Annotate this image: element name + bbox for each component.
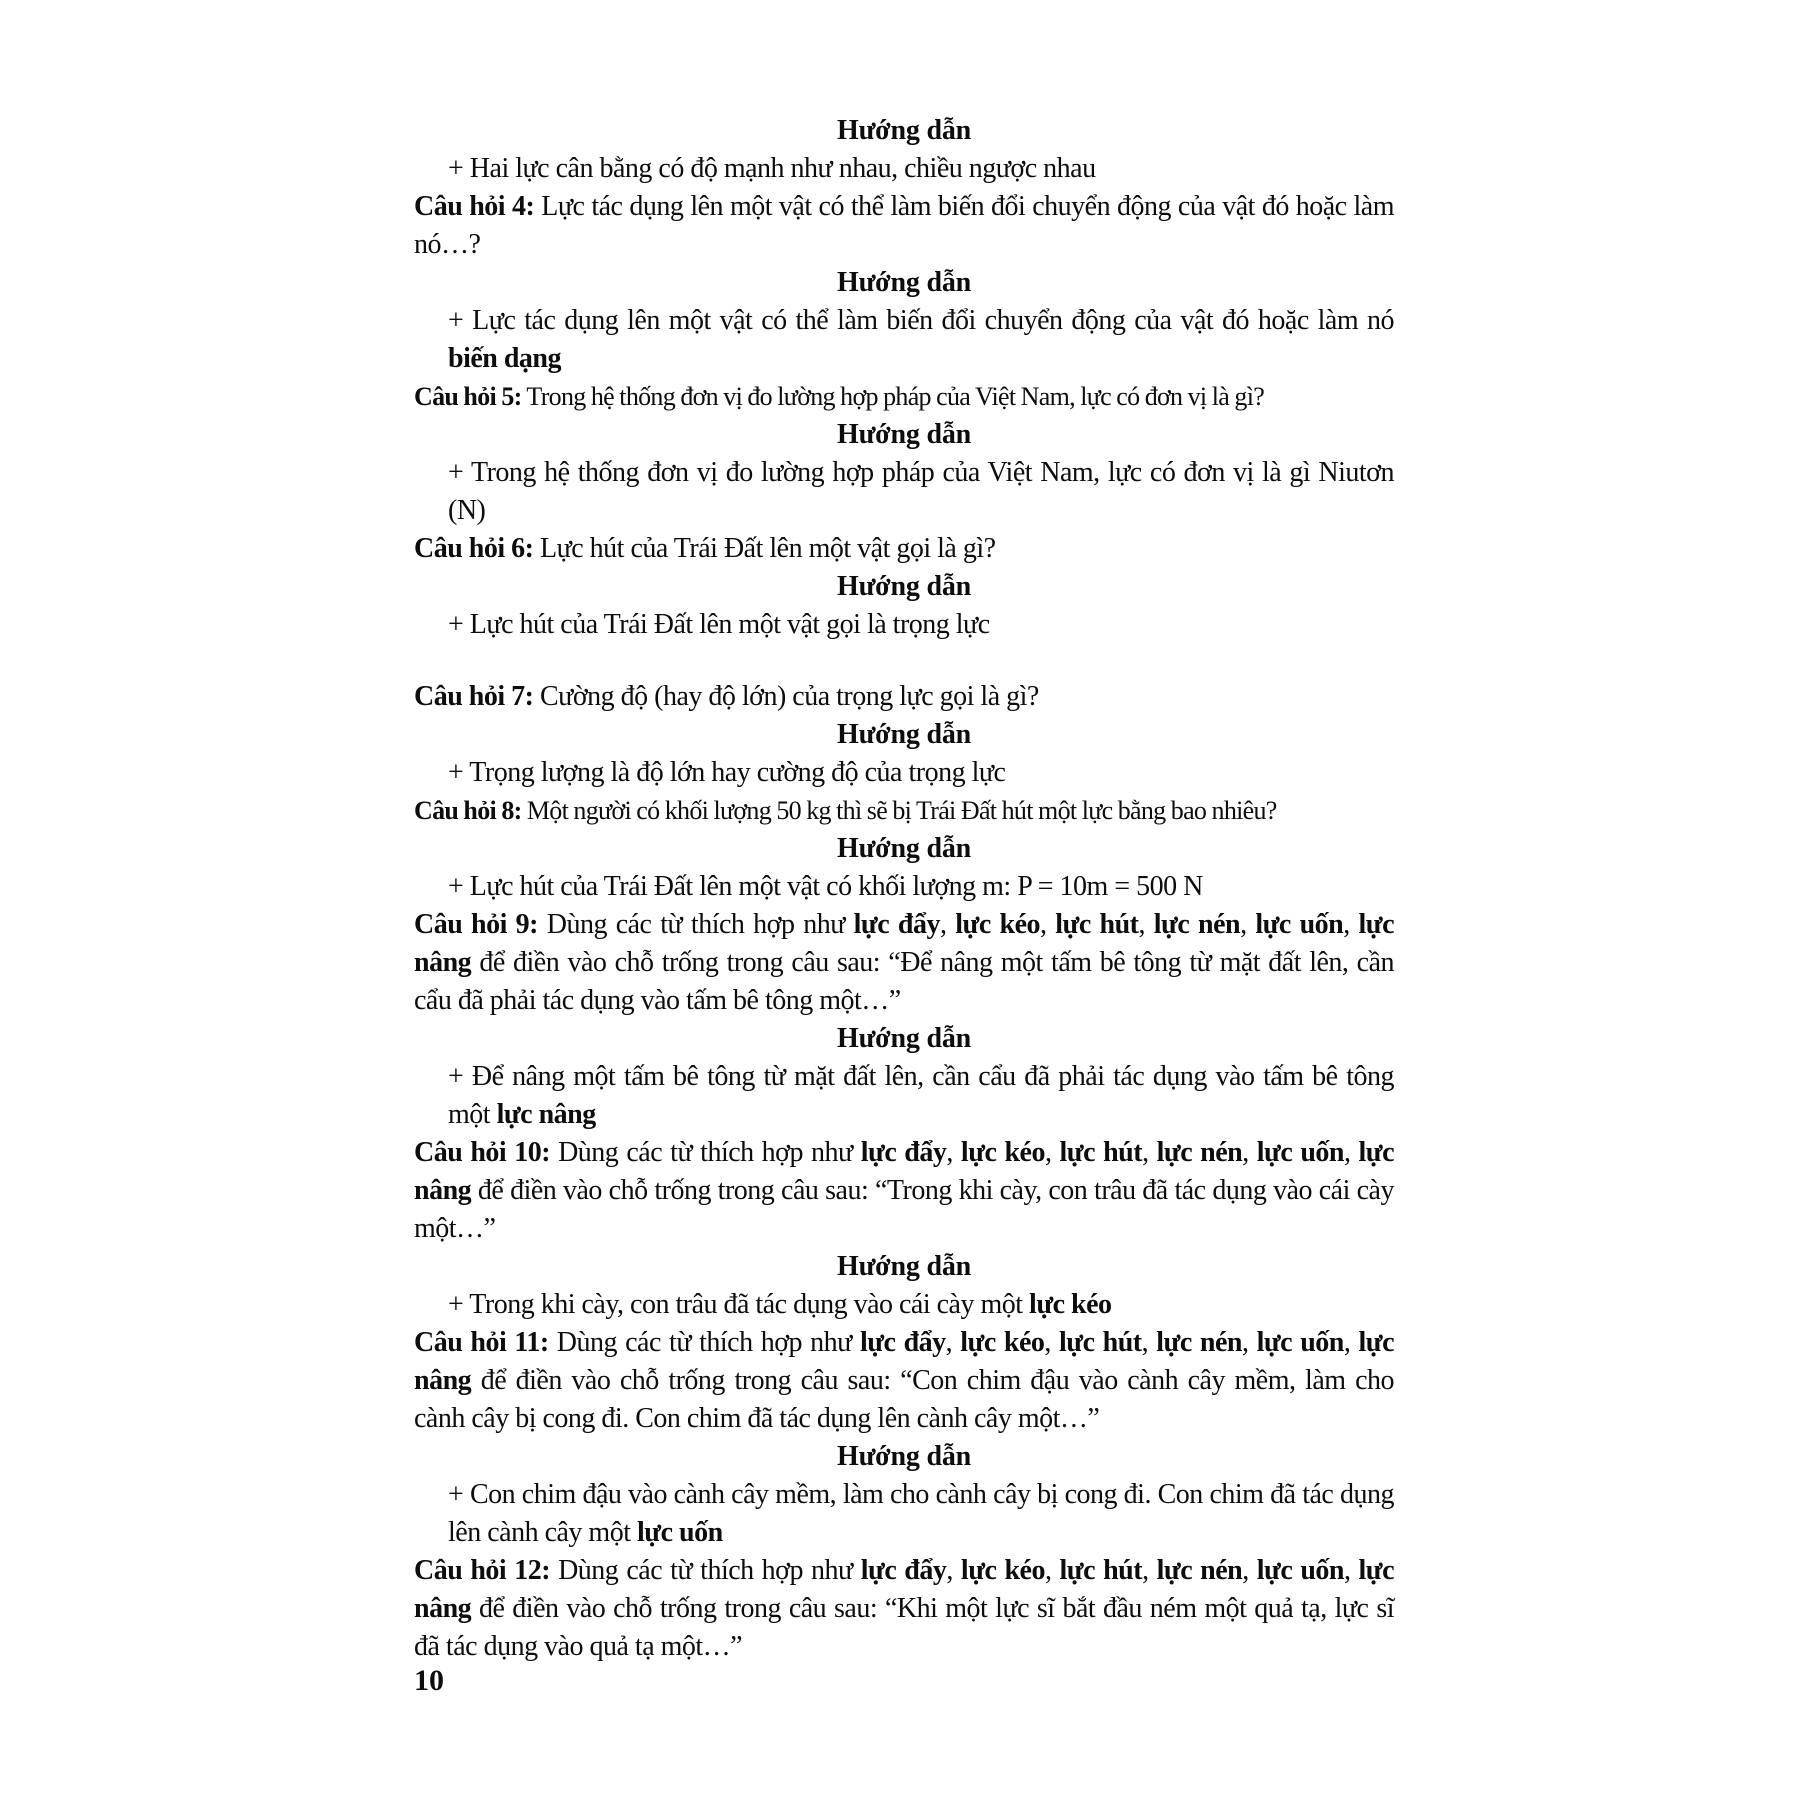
bold-text-segment: lực uốn [1256, 1327, 1344, 1358]
bold-text-segment: Câu hỏi 9: [414, 909, 538, 940]
text-segment: , [945, 1327, 961, 1358]
section-heading [414, 1248, 1394, 1286]
bold-text-segment: Hướng dẫn [836, 1441, 971, 1472]
text-segment: để điền vào chỗ trống trong câu sau: “Trong khi cày, con trâu đã tác dụng vào cái cày một…” [414, 1175, 1394, 1244]
bold-text-segment: Câu hỏi 7: [414, 681, 534, 712]
text-segment: Một người có khối lượng 50 kg thì sẽ bị Trái Đất hút một lực bằng bao nhiêu? [521, 796, 1277, 825]
bold-text-segment: Hướng dẫn [836, 1251, 971, 1282]
section-heading [414, 112, 1394, 150]
bold-text-segment: Hướng dẫn [836, 833, 971, 864]
question-paragraph [414, 188, 1394, 264]
bold-text-segment: lực kéo [960, 1555, 1045, 1586]
bold-text-segment: lực hút [1059, 1327, 1142, 1358]
text-segment: + Lực hút của Trái Đất lên một vật gọi là trọng lực [448, 609, 990, 640]
answer-paragraph [414, 302, 1394, 378]
text-segment: , [1044, 1555, 1060, 1586]
text-segment: Dùng các từ thích hợp như [537, 909, 854, 940]
section-heading [414, 416, 1394, 454]
answer-paragraph [414, 754, 1394, 792]
text-segment: , [1343, 1327, 1359, 1358]
bold-text-segment: lực hút [1055, 909, 1139, 940]
bold-text-segment: lực kéo [955, 909, 1041, 940]
answer-paragraph [414, 1476, 1394, 1552]
section-heading [414, 264, 1394, 302]
text-segment: + Trọng lượng là độ lớn hay cường độ của trọng lực [448, 757, 1006, 788]
bold-text-segment: Câu hỏi 5: [414, 382, 522, 411]
bold-text-segment: Hướng dẫn [836, 1023, 971, 1054]
text-segment: Lực tác dụng lên một vật có thể làm biến đổi chuyển động của vật đó hoặc làm nó…? [414, 191, 1395, 260]
question-paragraph [414, 1552, 1394, 1666]
text-segment: Cường độ (hay độ lớn) của trọng lực gọi là gì? [533, 681, 1039, 712]
text-segment: , [1242, 1137, 1257, 1168]
text-segment: + Lực tác dụng lên một vật có thể làm biến đổi chuyển động của vật đó hoặc làm nó [448, 305, 1394, 336]
text-segment: Lực hút của Trái Đất lên một vật gọi là gì? [533, 533, 996, 564]
bold-text-segment: lực đẩy [860, 1555, 947, 1586]
text-segment: , [946, 1555, 961, 1586]
bold-text-segment: lực nén [1153, 909, 1241, 940]
answer-paragraph [414, 1058, 1394, 1134]
bold-text-segment: biến dạng [448, 343, 561, 374]
bold-text-segment: Hướng dẫn [836, 571, 971, 602]
text-segment: , [1241, 1327, 1257, 1358]
text-segment: + Hai lực cân bằng có độ mạnh như nhau, chiều ngược nhau [448, 153, 1096, 184]
bold-text-segment: lực đẩy [860, 1137, 947, 1168]
text-segment: Trong hệ thống đơn vị đo lường hợp pháp của Việt Nam, lực có đơn vị là gì? [521, 382, 1265, 411]
question-paragraph [414, 1324, 1394, 1438]
bold-text-segment: Câu hỏi 6: [414, 533, 534, 564]
bold-text-segment: Câu hỏi 4: [414, 191, 535, 222]
text-segment: , [940, 909, 956, 940]
bold-text-segment: lực hút [1059, 1555, 1143, 1586]
answer-paragraph [414, 454, 1394, 530]
bold-text-segment: Hướng dẫn [836, 115, 971, 146]
bold-text-segment: lực nâng [414, 1137, 1395, 1206]
bold-text-segment: lực uốn [1256, 1555, 1344, 1586]
text-segment: + Lực hút của Trái Đất lên một vật có khối lượng m: P = 10m = 500 N [448, 871, 1203, 902]
text-segment: , [1343, 1137, 1359, 1168]
question-paragraph [414, 530, 1394, 568]
text-segment: + Để nâng một tấm bê tông từ mặt đất lên, cần cẩu đã phải tác dụng vào tấm bê tông một [448, 1061, 1394, 1130]
text-segment: , [1142, 1137, 1157, 1168]
question-paragraph [414, 678, 1394, 716]
bold-text-segment: lực đẩy [859, 1327, 946, 1358]
text-segment: để điền vào chỗ trống trong câu sau: “Khi một lực sĩ bắt đầu ném một quả tạ, lực sĩ đã tác dụng vào quả tạ một…” [414, 1593, 1394, 1662]
section-heading [414, 1020, 1394, 1058]
bold-text-segment: lực kéo [960, 1327, 1045, 1358]
bold-text-segment: lực đẩy [853, 909, 940, 940]
text-segment: , [1141, 1327, 1157, 1358]
text-segment: Dùng các từ thích hợp như [548, 1327, 860, 1358]
text-segment: Dùng các từ thích hợp như [550, 1555, 861, 1586]
document-content [414, 112, 1394, 1666]
text-segment: , [1044, 1327, 1060, 1358]
text-segment: , [1040, 909, 1056, 940]
answer-paragraph [414, 150, 1394, 188]
bold-text-segment: lực nâng [496, 1099, 596, 1130]
text-segment: , [946, 1137, 961, 1168]
text-segment: để điền vào chỗ trống trong câu sau: “Để nâng một tấm bê tông từ mặt đất lên, cần cẩu đã phải tác dụng vào tấm bê tông một…” [414, 947, 1394, 1016]
bold-text-segment: Câu hỏi 11: [414, 1327, 549, 1358]
bold-text-segment: lực nén [1156, 1555, 1243, 1586]
section-heading [414, 830, 1394, 868]
bold-text-segment: Câu hỏi 8: [414, 796, 522, 825]
question-paragraph [414, 792, 1394, 830]
bold-text-segment: lực uốn [1255, 909, 1344, 940]
paragraph-spacer [414, 644, 1394, 678]
bold-text-segment: lực nén [1156, 1137, 1243, 1168]
section-heading [414, 716, 1394, 754]
bold-text-segment: lực nâng [414, 1327, 1395, 1396]
section-heading [414, 568, 1394, 606]
text-segment: , [1343, 1555, 1359, 1586]
text-segment: , [1142, 1555, 1157, 1586]
bold-text-segment: lực nén [1156, 1327, 1242, 1358]
text-segment: + Trong khi cày, con trâu đã tác dụng vào cái cày một [448, 1289, 1030, 1320]
bold-text-segment: Hướng dẫn [836, 267, 971, 298]
page-number: 10 [414, 1664, 444, 1697]
text-segment: , [1044, 1137, 1060, 1168]
question-paragraph [414, 1134, 1394, 1248]
bold-text-segment: lực uốn [1256, 1137, 1344, 1168]
answer-paragraph [414, 1286, 1394, 1324]
text-segment: Dùng các từ thích hợp như [550, 1137, 861, 1168]
text-segment: , [1343, 909, 1359, 940]
answer-paragraph [414, 606, 1394, 644]
bold-text-segment: lực uốn [636, 1517, 723, 1548]
bold-text-segment: lực nâng [414, 909, 1395, 978]
bold-text-segment: lực kéo [1029, 1289, 1112, 1320]
bold-text-segment: Câu hỏi 12: [414, 1555, 551, 1586]
question-paragraph [414, 378, 1394, 416]
text-segment: , [1240, 909, 1256, 940]
text-segment: + Trong hệ thống đơn vị đo lường hợp pháp của Việt Nam, lực có đơn vị là gì Niutơn (N) [448, 457, 1394, 526]
section-heading [414, 1438, 1394, 1476]
answer-paragraph [414, 868, 1394, 906]
bold-text-segment: lực hút [1059, 1137, 1143, 1168]
question-paragraph [414, 906, 1394, 1020]
bold-text-segment: Hướng dẫn [836, 719, 971, 750]
bold-text-segment: lực kéo [960, 1137, 1045, 1168]
text-segment: để điền vào chỗ trống trong câu sau: “Con chim đậu vào cành cây mềm, làm cho cành cây bị cong đi. Con chim đã tác dụng lên cành cây một…” [414, 1365, 1394, 1434]
bold-text-segment: lực nâng [414, 1555, 1395, 1624]
text-segment: , [1242, 1555, 1257, 1586]
text-segment: , [1138, 909, 1154, 940]
bold-text-segment: Câu hỏi 10: [414, 1137, 551, 1168]
bold-text-segment: Hướng dẫn [836, 419, 971, 450]
text-segment: + Con chim đậu vào cành cây mềm, làm cho cành cây bị cong đi. Con chim đã tác dụng lên cành cây một [448, 1479, 1394, 1548]
